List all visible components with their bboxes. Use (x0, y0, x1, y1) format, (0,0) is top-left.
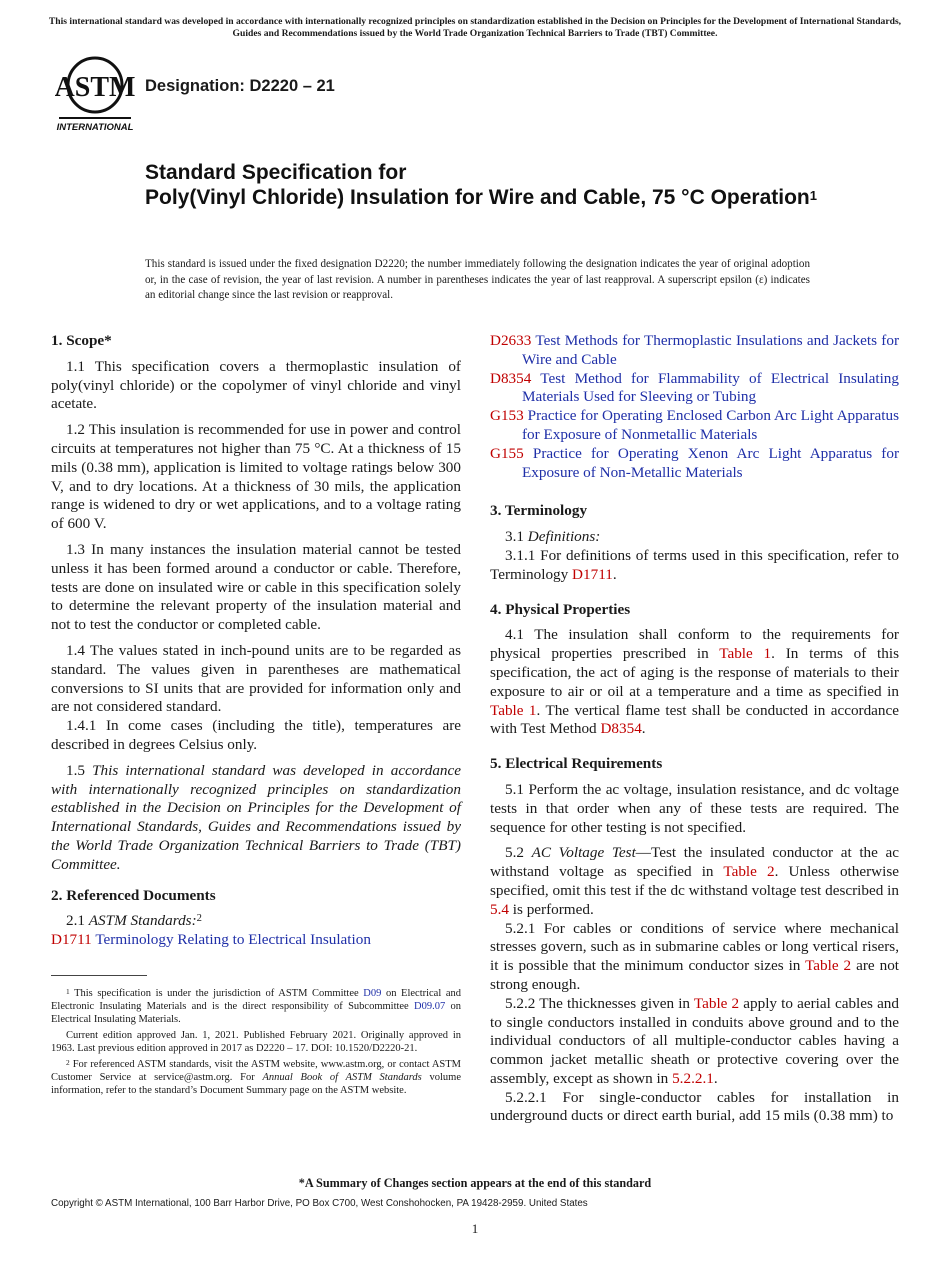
para-5-1: 5.1 Perform the ac voltage, insulation resistance, and dc voltage tests in that order when any of these tests are required. The sequence for other testing is not specified. (490, 780, 899, 836)
tbt-notice: This international standard was developed in accordance with internationally recognized principles on standardization established in the Decision on Principles for the Development of International Standards, Guides and Recommendations issued by the World Trade Organization Technical Barriers to Trade (TBT) Committee. (48, 16, 902, 39)
para-1-5 (51, 762, 461, 875)
para-1-5-number: 1.5 (66, 761, 85, 779)
para-1-4-1: 1.4.1 In come cases (including the title), temperatures are described in degrees Celsius only. (51, 717, 461, 753)
footnote-2-text-b: volume information, refer to the standard’s Document Summary page on the ASTM website. (51, 1072, 462, 1096)
footnote-1-text-c: on Electrical Insulating Materials. (51, 1001, 462, 1025)
title-line-1: Standard Specification for (145, 161, 407, 184)
section-5-heading: 5. Electrical Requirements (490, 755, 663, 773)
para-4-1-text-a: 4.1 The insulation shall conform to the requirements for physical properties prescribed in (490, 626, 899, 663)
subcommittee-link[interactable]: D09.07 (414, 1001, 446, 1012)
para-1-1: 1.1 This specification covers a thermoplastic insulation of poly(vinyl chloride) or the copolymer of vinyl chloride and vinyl acetate. (51, 357, 461, 413)
para-3-1-1-text: 3.1.1 For definitions of terms used in this specification, refer to Terminology (490, 546, 899, 583)
para-5-2-1 (490, 920, 899, 995)
footnote-2-mark[interactable]: 2 (196, 913, 202, 925)
footnote-2-italic: Annual Book of ASTM Standards (262, 1072, 422, 1083)
ref-item[interactable] (490, 445, 899, 483)
ref-title[interactable]: Practice for Operating Xenon Arc Light Apparatus for Exposure of Non-Metallic Materials (522, 444, 899, 481)
section-2-heading: 2. Referenced Documents (51, 886, 216, 904)
para-5-2-2-1: 5.2.2.1 For single-conductor cables for installation in underground ducts or direct earth burial, add 15 mils (0.38 mm) to (490, 1088, 899, 1125)
ref-title[interactable]: Test Method for Flammability of Electrical Insulating Materials Used for Sleeving or Tubing (522, 369, 899, 406)
logo-text: INTERNATIONAL (56, 122, 134, 133)
title-text: Poly(Vinyl Chloride) Insulation for Wire and Cable, 75 °C Operation (145, 186, 810, 209)
para-5-2-number: 5.2 (505, 844, 524, 862)
para-2-1 (51, 912, 461, 931)
committee-link[interactable]: D09 (363, 988, 382, 999)
ref-code[interactable]: D8354 (490, 369, 532, 387)
para-5-2-text-b: . Unless otherwise specified, omit this test if the dc withstand voltage test described in (490, 863, 900, 899)
ref-item[interactable] (490, 407, 899, 445)
copyright: Copyright © ASTM International, 100 Barr Harbor Drive, PO Box C700, West Conshohocken, PA 19428-2959. United States (51, 1198, 588, 1209)
section-5-2-2-1-link[interactable]: 5.2.2.1 (672, 1069, 714, 1087)
ref-title[interactable]: Terminology Relating to Electrical Insulation (95, 931, 371, 949)
footnote-1-mark: 1 (66, 987, 70, 996)
issued-statement: This standard is issued under the fixed designation D2220; the number immediately following the designation indicates the year of original adoption or, in the case of revision, the year of last revision. A number in parentheses indicates the year of last reapproval. A superscript epsilon (ε) indicates an editorial change since the last revision or reapproval. (145, 258, 810, 302)
para-2-1-number: 2.1 (66, 912, 85, 930)
ref-code[interactable]: G155 (490, 444, 524, 462)
footnotes (51, 987, 461, 1100)
para-3-1 (490, 528, 899, 547)
title-footnote-mark[interactable]: 1 (809, 188, 817, 203)
ref-item[interactable] (51, 931, 461, 950)
document-title (145, 160, 865, 210)
section-5-4-link[interactable]: 5.4 (490, 900, 509, 918)
para-5-2-1-text-a: 5.2.1 For cables or conditions of service where mechanical stresses govern, such as in submarine cables or long vertical risers, it is possible that the minimum conductor sizes in (490, 919, 899, 975)
table-1-link[interactable]: Table 1 (490, 701, 537, 719)
page-number: 1 (471, 1221, 479, 1236)
para-1-2: 1.2 This insulation is recommended for use in power and control circuits at temperatures not higher than 75 °C. At a thickness of 15 mils (0.38 mm), application is limited to voltage ratings below 300 V, and to dry locations. At a thickness of 30 mils, the application range is widened to dry or wet applications, and to a voltage rating of 600 V. (51, 421, 461, 533)
para-1-5-text: This international standard was developed in accordance with internationally recognized principles on standardization established in the Decision on Principles for the Development of International Standards, Guides and Recommendations issued by the World Trade Organization Technical Barriers to Trade (TBT) Committee. (51, 761, 462, 873)
footnote-1 (51, 987, 461, 1026)
para-1-4: 1.4 The values stated in inch-pound units are to be regarded as standard. The values given in parentheses are mathematical conversions to SI units that are provided for information only and are not considered standard. (51, 641, 461, 716)
summary-of-changes-note: *A Summary of Changes section appears at the end of this standard (298, 1176, 652, 1190)
logo-letters: ASTM (55, 72, 135, 103)
footnote-2-mark-bottom: 2 (66, 1058, 70, 1067)
left-column (51, 332, 461, 950)
footnote-1-text-b: on Electrical and Electronic Insulating Materials and is the direct responsibility of Subcommittee (51, 988, 462, 1012)
para-5-2-text-a: —Test the insulated conductor at the ac withstand voltage as specified in (490, 844, 900, 881)
footnote-2 (51, 1058, 461, 1097)
section-3-heading: 3. Terminology (490, 502, 588, 520)
para-5-2-2 (490, 995, 899, 1089)
section-1-heading: 1. Scope* (51, 332, 112, 349)
right-column (490, 332, 899, 1126)
ref-code[interactable]: G153 (490, 407, 524, 425)
astm-logo-icon (55, 55, 135, 135)
para-3-1-label: Definitions: (527, 528, 601, 546)
para-1-3: 1.3 In many instances the insulation material cannot be tested unless it has been formed around a conductor or cable. Therefore, tests are done on insulated wire or cable in this specification solely to determine the relevant property of the insulation material and not to test the conductor or completed cable. (51, 540, 461, 634)
astm-logo (55, 55, 135, 135)
para-5-2-label: AC Voltage Test (531, 844, 636, 862)
terminology-link[interactable]: D1711 (572, 565, 613, 583)
para-3-1-1 (490, 547, 899, 585)
ref-title[interactable]: Test Methods for Thermoplastic Insulations and Jackets for Wire and Cable (522, 332, 899, 368)
ref-item[interactable] (490, 370, 899, 408)
table-2-link[interactable]: Table 2 (693, 994, 740, 1012)
para-4-1-text-c: . The vertical flame test shall be conducted in accordance with Test Method (490, 701, 900, 738)
para-4-1 (490, 626, 899, 739)
designation: Designation: D2220 – 21 (145, 77, 335, 95)
para-4-1-text-d: . (641, 720, 646, 738)
para-2-1-label: ASTM Standards: (88, 912, 197, 930)
para-5-2-2-text-a: 5.2.2 The thicknesses given in (505, 994, 691, 1012)
ref-item[interactable] (490, 332, 899, 370)
para-3-1-number: 3.1 (505, 528, 524, 546)
para-3-1-1-end: . (612, 565, 617, 583)
footnote-rule (51, 975, 147, 976)
para-5-2-2-text-b: apply to aerial cables and to single conductors installed in conduits above ground and to the individual conductors of all multiple-conductor cables having a common jacket metallic sheath or protective covering over the assembly, except as shown in (490, 994, 899, 1087)
table-2-link[interactable]: Table 2 (723, 863, 775, 881)
ref-title[interactable]: Practice for Operating Enclosed Carbon Arc Light Apparatus for Exposure of Nonmetallic Materials (522, 407, 899, 443)
section-4-heading: 4. Physical Properties (490, 600, 631, 618)
para-5-2-text-c: is performed. (512, 900, 594, 918)
para-5-2 (490, 844, 899, 919)
footnote-1-text-a: This specification is under the jurisdiction of ASTM Committee (74, 988, 359, 999)
table-1-link[interactable]: Table 1 (719, 645, 772, 663)
footnote-2-text-a: For referenced ASTM standards, visit the ASTM website, www.astm.org, or contact ASTM Customer Service at service@astm.org. For (51, 1059, 461, 1083)
ref-code[interactable]: D2633 (490, 332, 532, 349)
ref-code[interactable]: D1711 (51, 931, 92, 949)
d8354-link[interactable]: D8354 (600, 720, 642, 738)
footnote-1-edition: Current edition approved Jan. 1, 2021. Published February 2021. Originally approved in 1963. Last previous edition approved in 2017 as D2220 – 17. DOI: 10.1520/D2220-21. (51, 1030, 461, 1054)
para-4-1-text-b: . In terms of this specification, the act of aging is the response of materials to their exposure to air or oil at a temperature and a time as specified in (490, 645, 899, 700)
para-5-2-1-text-b: are not strong enough. (490, 957, 900, 993)
para-5-2-2-text-c: . (713, 1069, 718, 1087)
title-line-2 (145, 185, 865, 210)
table-2-link[interactable]: Table 2 (805, 957, 852, 975)
